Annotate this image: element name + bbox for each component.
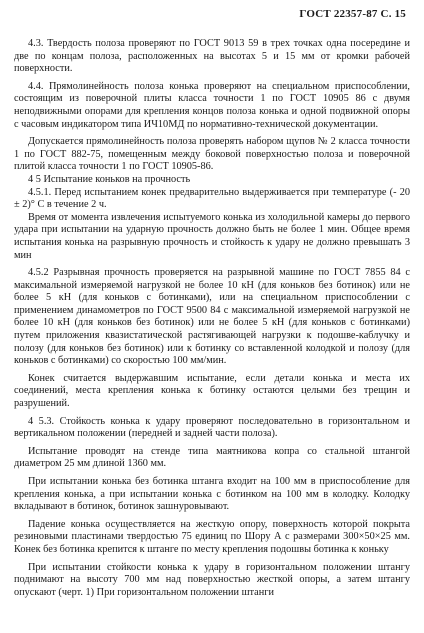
- paragraph-shtanga: При испытании конька без ботинка штанга входит на 100 мм в приспособление для крепления конька, а при испытании конька с ботинком на 100 мм в колодку. Колодку вкладывают в ботинок, ботинок зашнуровывают.: [14, 476, 410, 513]
- paragraph-4-5-2: 4.5.2 Разрывная прочность проверяется на разрывной машине по ГОСТ 7855 84 с максимальной измеряемой нагрузкой не более 10 кН (для коньков без ботинок) или не более 5 кН (для коньков с ботинками), или на специальном приспособлении с применением динамометров по ГОСТ 9500 84 с максимальной измеряемой нагрузкой не более 10 кН (для коньков без ботинок) или не более 5 кН (для коньков с ботинками) путем приложения квазистатической растягивающей нагрузки к подошве-каблучку и полозу (для коньков без ботинок) или к ботинку со вставленной колодкой и полозу (для коньков с ботинками) со скоростью 100 мм/мин.: [14, 267, 410, 367]
- paragraph-4-5-1: 4.5.1. Перед испытанием конек предварительно выдерживается при температуре (- 20 ± 2)° С в течение 2 ч.: [14, 186, 410, 211]
- paragraph-passed: Конек считается выдержавшим испытание, если детали конька и места их соединений, места крепления конька к ботинку остаются целыми без трещин и разрушений.: [14, 372, 410, 410]
- section-heading-4-5: 4 5 Испытание коньков на прочность: [28, 173, 191, 185]
- paragraph-time: Время от момента извлечения испытуемого конька из холодильной камеры до первого удара при испытании на ударную прочность должно быть не более 1 мин. Общее время испытания конька на разрывную прочность и стойкость к удару не должно превышать 3 мин: [14, 211, 410, 261]
- paragraph-4-3: 4.3. Твердость полоза проверяют по ГОСТ 9013 59 в трех точках одна посередине и две по концам полоза, расположенных на высотах 5 и 15 мм от кромки рабочей поверхности.: [14, 38, 410, 75]
- page-header: ГОСТ 22357-87 С. 15: [299, 8, 406, 20]
- paragraph-fall: Падение конька осуществляется на жесткую опору, поверхность которой покрыта резиновыми пластинами твердостью 75 единиц по Шору А с размерами 300×50×25 мм. Конек без ботинка крепится к штанге по месту крепления подошвы ботинка к коньку: [14, 518, 410, 555]
- page-body: [14, 38, 410, 599]
- paragraph-shchupy: Допускается прямолинейность полоза проверять набором щупов № 2 класса точности 1 по ГОСТ 882-75, помещенным между боковой поверхностью полоза и поверочной плитой класса точности 1 по ГОСТ 10905-86.: [14, 136, 410, 173]
- paragraph-stand: Испытание проводят на стенде типа маятникова копра со стальной штангой диаметром 25 мм длиной 1360 мм.: [14, 445, 410, 470]
- paragraph-horizontal: При испытании стойкости конька к удару в горизонтальном положении штангу поднимают на высоту 700 мм над поверхностью жесткой опоры, а затем штангу опускают (черт. 1) При горизонтальном положении штанги: [14, 561, 410, 598]
- paragraph-4-4: 4.4. Прямолинейность полоза конька проверяют на специальном приспособлении, состоящим из поверочной плиты класса точности 1 по ГОСТ 10905 86 с двумя неподвижными опорами для крепления концов полоза конька и одной подвижной опоры с часовым индикатором типа ИЧ10МД по нормативно-технической документации.: [14, 80, 410, 130]
- paragraph-4-5-3: 4 5.3. Стойкость конька к удару проверяют последовательно в горизонтальном и вертикальном положении (передней и задней части полоза).: [14, 415, 410, 440]
